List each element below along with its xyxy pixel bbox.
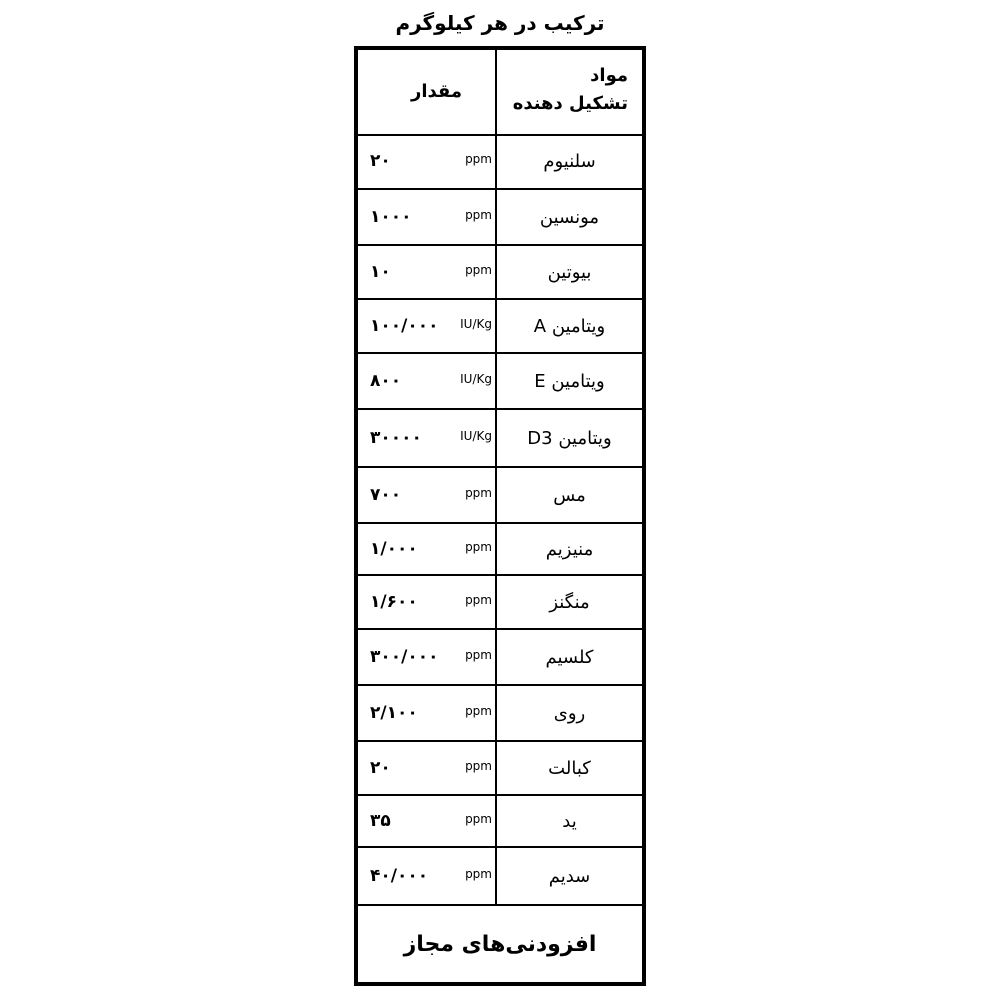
table-row bbox=[358, 848, 642, 906]
header-material-line1: مواد bbox=[590, 65, 628, 86]
table-row bbox=[358, 354, 642, 410]
row-unit: IU/Kg bbox=[460, 372, 492, 386]
table-footer: افزودنی‌های مجاز bbox=[403, 931, 597, 957]
row-name: سدیم bbox=[495, 848, 642, 904]
row-name: سلنیوم bbox=[495, 134, 642, 188]
row-value: ۱/۰۰۰ bbox=[370, 539, 418, 559]
row-value: ۲۰ bbox=[370, 151, 391, 171]
row-name: ویتامین E bbox=[495, 354, 642, 408]
row-value: ۲/۱۰۰ bbox=[370, 703, 418, 723]
row-name: منگنز bbox=[495, 576, 642, 628]
row-name: کبالت bbox=[495, 742, 642, 794]
table-row bbox=[358, 410, 642, 468]
row-unit: ppm bbox=[465, 208, 492, 222]
table-row bbox=[358, 468, 642, 524]
row-unit: ppm bbox=[465, 812, 492, 826]
table-row bbox=[358, 630, 642, 686]
table-row bbox=[358, 524, 642, 576]
table-row bbox=[358, 576, 642, 630]
row-unit: ppm bbox=[465, 152, 492, 166]
row-value: ۲۰ bbox=[370, 758, 391, 778]
row-name: مونسین bbox=[495, 190, 642, 244]
table-row bbox=[358, 300, 642, 354]
row-value: ۴۰/۰۰۰ bbox=[370, 866, 429, 886]
row-value: ۱۰ bbox=[370, 262, 391, 282]
row-value: ۸۰۰ bbox=[370, 371, 402, 391]
row-name: ویتامین D3 bbox=[495, 410, 642, 466]
row-value: ۳۰۰۰۰ bbox=[370, 428, 422, 448]
row-unit: ppm bbox=[465, 759, 492, 773]
row-value: ۷۰۰ bbox=[370, 485, 402, 505]
header-amount: مقدار bbox=[410, 81, 463, 102]
row-unit: IU/Kg bbox=[460, 429, 492, 443]
table-header bbox=[358, 50, 642, 136]
table-row bbox=[358, 742, 642, 796]
row-unit: ppm bbox=[465, 263, 492, 277]
table-row bbox=[358, 134, 642, 190]
row-unit: ppm bbox=[465, 648, 492, 662]
row-name: مس bbox=[495, 468, 642, 522]
table-row bbox=[358, 796, 642, 848]
table-row bbox=[358, 190, 642, 246]
row-unit: IU/Kg bbox=[460, 317, 492, 331]
row-name: ویتامین A bbox=[495, 300, 642, 352]
row-value: ۳۵ bbox=[370, 811, 391, 831]
row-name: منیزیم bbox=[495, 524, 642, 574]
row-value: ۱/۶۰۰ bbox=[370, 592, 418, 612]
row-name: بیوتین bbox=[495, 246, 642, 298]
row-name: ید bbox=[495, 796, 642, 846]
header-material-line2: تشکیل دهنده bbox=[512, 93, 628, 114]
table-row bbox=[358, 246, 642, 300]
row-name: روی bbox=[495, 686, 642, 740]
table-row bbox=[358, 686, 642, 742]
row-unit: ppm bbox=[465, 704, 492, 718]
row-value: ۳۰۰/۰۰۰ bbox=[370, 647, 439, 667]
row-value: ۱۰۰۰ bbox=[370, 207, 412, 227]
row-unit: ppm bbox=[465, 593, 492, 607]
row-unit: ppm bbox=[465, 486, 492, 500]
page-title: ترکیب در هر کیلوگرم bbox=[395, 11, 605, 35]
row-unit: ppm bbox=[465, 540, 492, 554]
row-value: ۱۰۰/۰۰۰ bbox=[370, 316, 439, 336]
header-material bbox=[495, 50, 642, 134]
composition-table bbox=[354, 46, 646, 986]
row-name: کلسیم bbox=[495, 630, 642, 684]
row-unit: ppm bbox=[465, 867, 492, 881]
